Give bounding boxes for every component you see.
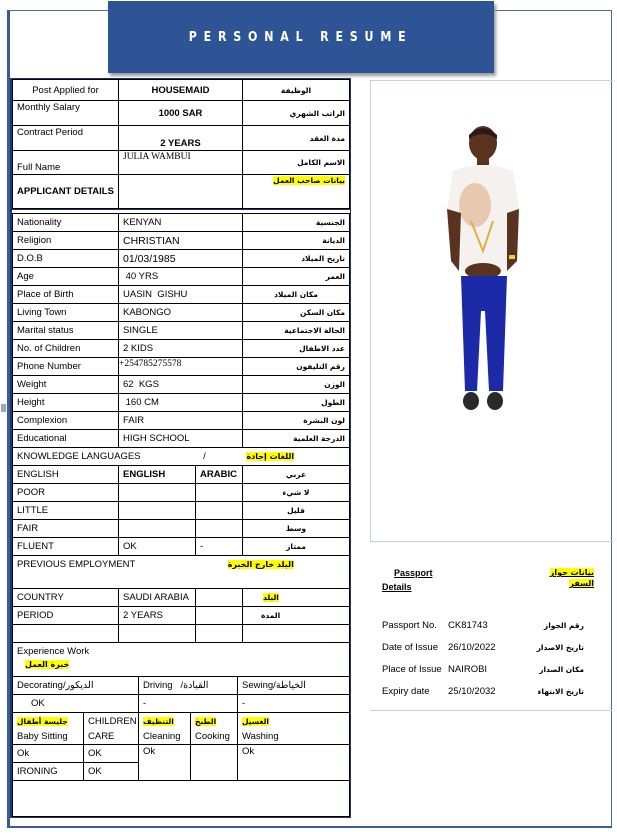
label: Complexion	[13, 412, 119, 430]
value: 01/03/1985	[119, 250, 243, 268]
skill-label: Baby Sitting	[17, 730, 68, 742]
photo-frame	[370, 80, 613, 542]
label-post: Post Applied for	[13, 80, 119, 101]
table-row	[13, 376, 350, 394]
table-row	[13, 781, 350, 817]
passport-header	[370, 568, 612, 600]
value: 62 KGS	[119, 376, 243, 394]
passport-row	[370, 658, 612, 680]
arabic-label: مكان السكن	[243, 304, 350, 322]
value-contract: 2 YEARS	[119, 126, 243, 151]
skill-label: CHILDREN	[88, 715, 137, 727]
arabic-label: الديانة	[243, 232, 350, 250]
value: UASIN GISHU	[119, 286, 243, 304]
skill-value: OK	[84, 763, 139, 781]
label-salary: Monthly Salary	[13, 101, 119, 126]
languages-title: KNOWLEDGE LANGUAGES	[17, 451, 141, 462]
skill-decorating: Decorating/الديكور	[13, 677, 139, 695]
label: Date of Issue	[382, 641, 438, 653]
label-fullname: Full Name	[13, 151, 119, 175]
table-row	[13, 538, 350, 556]
skill-label: CARE	[88, 730, 115, 742]
table-row	[13, 448, 350, 466]
label: Age	[13, 268, 119, 286]
skill-label: Cooking	[195, 730, 230, 742]
highlighted-text: البلد	[263, 592, 279, 602]
skill-value	[191, 745, 238, 781]
table-row	[13, 126, 350, 151]
value: NAIROBI	[448, 663, 488, 675]
value: 40 YRS	[119, 268, 243, 286]
label: Weight	[13, 376, 119, 394]
table-row	[13, 745, 350, 763]
arabic-label: تاريخ الميلاد	[243, 250, 350, 268]
label-contract: Contract Period	[13, 126, 119, 151]
passport-row	[370, 680, 612, 702]
value-applicant-details	[119, 175, 243, 209]
cell	[243, 624, 350, 642]
table-row	[13, 250, 350, 268]
value: 2 KIDS	[119, 340, 243, 358]
employment-arabic-title: البلد خارج الخبرة	[227, 560, 294, 569]
arabic-level: -	[196, 538, 243, 556]
table-row	[13, 412, 350, 430]
passport-arabic-title	[502, 568, 612, 600]
skill-label: Washing	[242, 730, 279, 742]
passport-title-line2: Details	[382, 582, 412, 592]
label: Passport No.	[382, 619, 437, 631]
passport-title	[370, 568, 502, 600]
skill-value: OK	[13, 695, 139, 713]
table-row	[13, 466, 350, 484]
value: FAIR	[119, 412, 243, 430]
arabic-label: رقم الجواز	[543, 620, 584, 630]
highlighted-text: بيانات صاحب العمل	[273, 176, 345, 185]
label: Place of Birth	[13, 286, 119, 304]
details-section	[10, 210, 351, 818]
value: KABONGO	[119, 304, 243, 322]
employment-table	[12, 556, 350, 643]
table-row	[13, 151, 350, 175]
arabic-contract: مدة العقد	[243, 126, 350, 151]
table-row	[13, 232, 350, 250]
passport-title-line1: Passport	[394, 568, 433, 578]
margin-marker	[1, 404, 6, 412]
value: +254785275578	[119, 358, 243, 376]
english-level: OK	[119, 538, 196, 556]
value: 160 CM	[119, 394, 243, 412]
arabic-label: لون البشرة	[243, 412, 350, 430]
table-row	[13, 643, 350, 677]
applicant-table	[12, 213, 350, 448]
highlighted-text: السفر	[569, 579, 594, 588]
label: Height	[13, 394, 119, 412]
label: COUNTRY	[13, 588, 119, 606]
arabic-level	[196, 502, 243, 520]
arabic-label: عدد الاطفال	[243, 340, 350, 358]
arabic-label: ممتاز	[243, 538, 350, 556]
passport-row	[370, 636, 612, 658]
table-row	[13, 713, 350, 745]
highlighted-text: الطبخ	[195, 716, 217, 726]
title-banner	[108, 1, 494, 73]
employment-title: PREVIOUS EMPLOYMENT	[17, 559, 136, 570]
col-header-arabic: ARABIC	[196, 466, 243, 484]
table-row	[13, 322, 350, 340]
experience-arabic-title: خبرة العمل	[25, 659, 70, 669]
cell	[119, 624, 196, 642]
page-title: PERSONAL RESUME	[189, 29, 413, 45]
arabic-level	[196, 484, 243, 502]
table-row	[13, 606, 350, 624]
table-row	[13, 358, 350, 376]
experience-title: Experience Work	[17, 645, 90, 657]
passport-section	[370, 560, 612, 711]
job-table	[12, 79, 350, 209]
table-row	[13, 588, 350, 606]
arabic-label: مكان الميلاد	[243, 286, 350, 304]
highlighted-text: جليسة أطفال	[17, 716, 68, 726]
col-header-arabic-label: عربي	[243, 466, 350, 484]
skill-cleaning	[139, 713, 191, 745]
level: LITTLE	[13, 502, 119, 520]
table-row	[13, 268, 350, 286]
table-row	[13, 556, 350, 588]
arabic-applicant-details	[243, 175, 350, 209]
arabic-label: وسط	[243, 520, 350, 538]
skill-value: Ok	[139, 745, 191, 781]
skill-value: -	[139, 695, 238, 713]
blank-row	[13, 781, 350, 817]
value: SAUDI ARABIA	[119, 588, 196, 606]
arabic-level	[196, 520, 243, 538]
arabic-label: الوزن	[243, 376, 350, 394]
cell	[13, 624, 119, 642]
value: CHRISTIAN	[119, 232, 243, 250]
highlighted-text: بيانات جواز	[549, 568, 594, 577]
value-post: HOUSEMAID	[119, 80, 243, 101]
resume-form	[10, 78, 351, 818]
label-applicant-details: APPLICANT DETAILS	[13, 175, 119, 209]
table-row	[13, 214, 350, 232]
label: Place of Issue	[382, 663, 442, 675]
skill-washing	[238, 713, 350, 745]
experience-table	[12, 643, 350, 818]
arabic-label: قليل	[243, 502, 350, 520]
arabic-label	[243, 588, 350, 606]
arabic-label: مكان الصدار	[539, 664, 584, 674]
skill-value: OK	[84, 745, 139, 763]
value: 26/10/2022	[448, 641, 496, 653]
value: CK81743	[448, 619, 488, 631]
skill-driving: Driving /القيادة	[139, 677, 238, 695]
slash: /	[203, 451, 206, 462]
arabic-label: تاريخ الانتهاء	[537, 686, 584, 696]
arabic-label: العمر	[243, 268, 350, 286]
highlighted-text: الغسيل	[242, 716, 270, 726]
table-row	[13, 624, 350, 642]
arabic-label: تاريخ الاصدار	[536, 642, 584, 652]
table-row	[13, 695, 350, 713]
cell	[196, 606, 243, 624]
level: FLUENT	[13, 538, 119, 556]
skill-value: Ok	[238, 745, 350, 781]
label: PERIOD	[13, 606, 119, 624]
table-row	[13, 394, 350, 412]
skill-ironing: IRONING	[13, 763, 84, 781]
table-row	[13, 80, 350, 101]
arabic-label: رقم التليفون	[243, 358, 350, 376]
table-row	[13, 175, 350, 209]
value-salary: 1000 SAR	[119, 101, 243, 126]
cell	[196, 588, 243, 606]
experience-header	[13, 643, 350, 677]
value: 2 YEARS	[119, 606, 196, 624]
arabic-fullname: الاسم الكامل	[243, 151, 350, 175]
value: SINGLE	[119, 322, 243, 340]
employment-header	[13, 556, 350, 588]
value: 25/10/2032	[448, 685, 496, 697]
english-level	[119, 502, 196, 520]
label: Marital status	[13, 322, 119, 340]
arabic-label: الطول	[243, 394, 350, 412]
col-header-english: ENGLISH	[119, 466, 196, 484]
arabic-label: المدة	[243, 606, 350, 624]
skill-value: Ok	[13, 745, 84, 763]
skill-sewing: Sewing/الخياطة	[238, 677, 350, 695]
job-section	[10, 78, 351, 210]
label: Educational	[13, 430, 119, 448]
level: FAIR	[13, 520, 119, 538]
arabic-post: الوظيفة	[243, 80, 350, 101]
label: No. of Children	[13, 340, 119, 358]
table-row	[13, 502, 350, 520]
arabic-label: الجنسية	[243, 214, 350, 232]
table-row	[13, 340, 350, 358]
arabic-label: لا شيء	[243, 484, 350, 502]
value: KENYAN	[119, 214, 243, 232]
arabic-label: الحالة الاجتماعية	[243, 322, 350, 340]
languages-table	[12, 448, 350, 556]
label: D.O.B	[13, 250, 119, 268]
skill-children-care	[84, 713, 139, 745]
arabic-label: الدرجة العلمية	[243, 430, 350, 448]
skill-baby-sitting	[13, 713, 84, 745]
highlighted-text: التنظيف	[143, 716, 174, 726]
arabic-salary: الراتب الشهري	[243, 101, 350, 126]
value: HIGH SCHOOL	[119, 430, 243, 448]
table-row	[13, 484, 350, 502]
label: Living Town	[13, 304, 119, 322]
english-level	[119, 484, 196, 502]
label: Phone Number	[13, 358, 119, 376]
value-fullname: JULIA WAMBUI	[119, 151, 243, 175]
table-row	[13, 677, 350, 695]
table-row	[13, 286, 350, 304]
table-row	[13, 101, 350, 126]
table-row	[13, 520, 350, 538]
skill-label: Cleaning	[143, 730, 181, 742]
label: Religion	[13, 232, 119, 250]
skill-value: -	[238, 695, 350, 713]
col-header: ENGLISH	[13, 466, 119, 484]
skill-cooking	[191, 713, 238, 745]
table-row	[13, 430, 350, 448]
languages-arabic-title: اللغات إجادة	[246, 452, 295, 461]
table-row	[13, 304, 350, 322]
languages-header	[13, 448, 350, 466]
label: Nationality	[13, 214, 119, 232]
label: Expiry date	[382, 685, 430, 697]
english-level	[119, 520, 196, 538]
applicant-photo	[431, 121, 541, 421]
cell	[196, 624, 243, 642]
passport-row	[370, 614, 612, 636]
level: POOR	[13, 484, 119, 502]
